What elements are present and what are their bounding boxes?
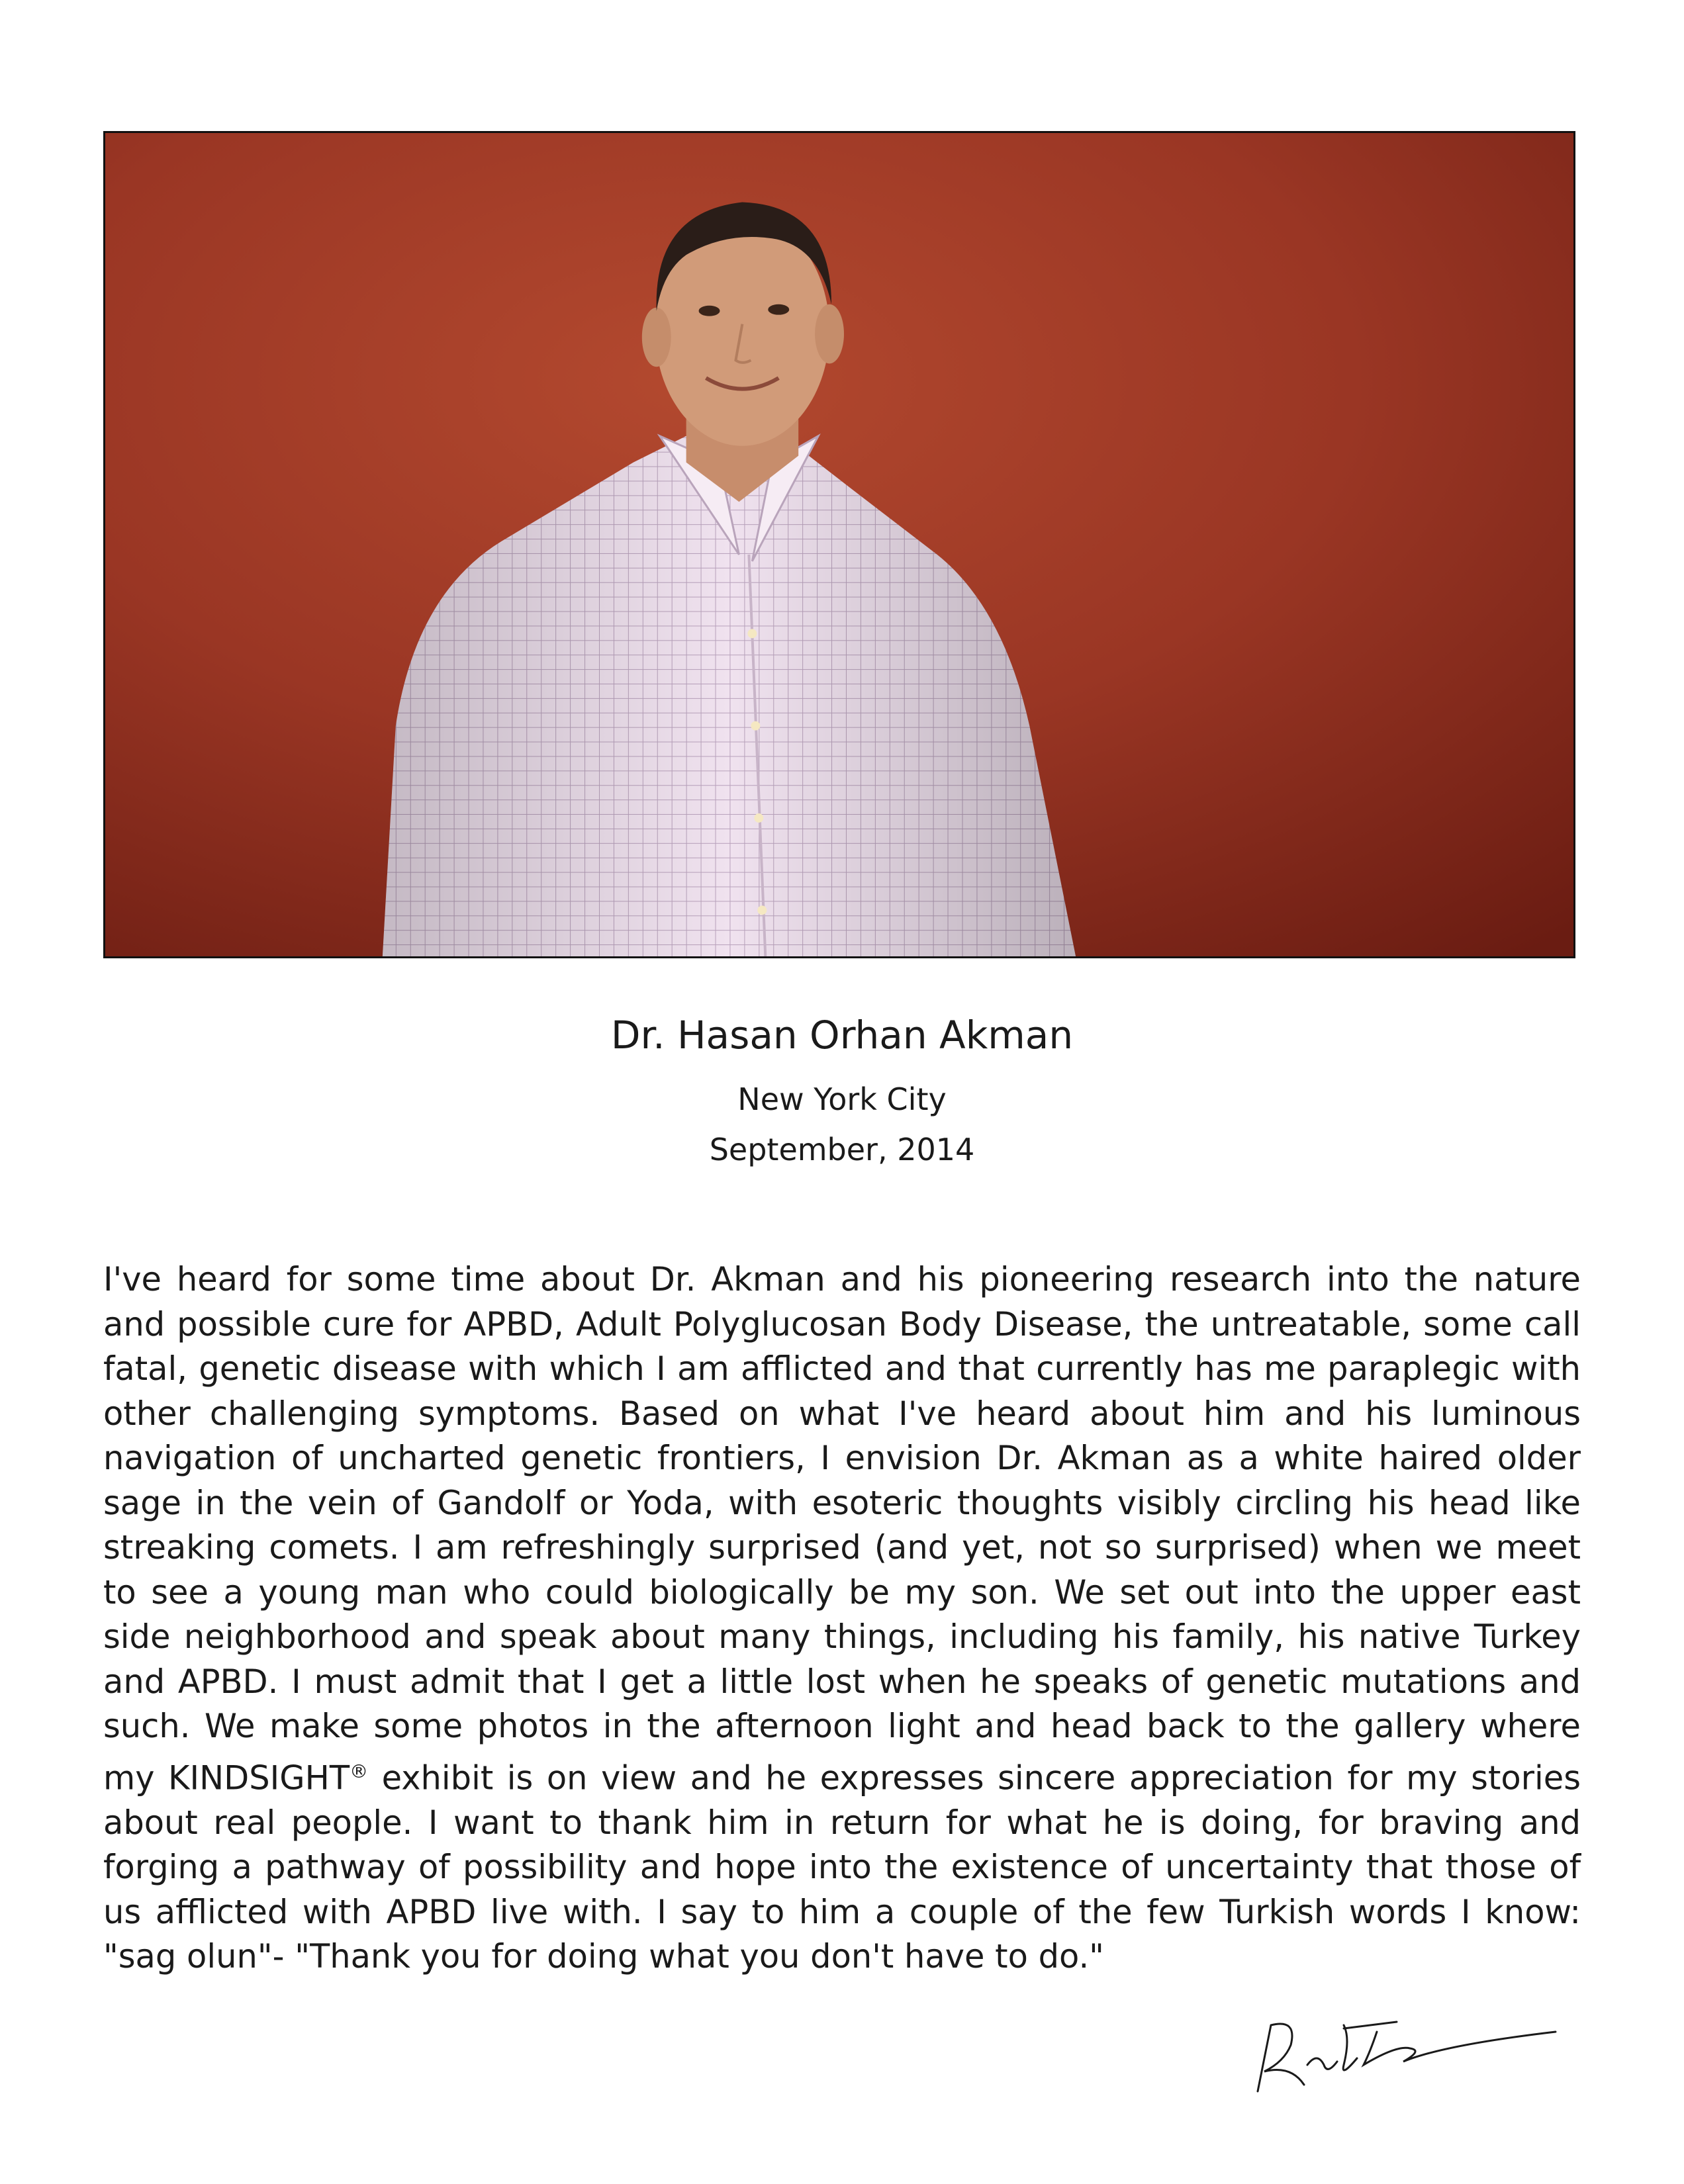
registered-mark: ® (350, 1760, 369, 1782)
location-label: New York City (737, 1081, 947, 1117)
subject-name: Dr. Hasan Orhan Akman (610, 1013, 1074, 1058)
narrative-text-part-2: exhibit is on view and he expresses sincere appreciation for my stories about real people. I want to thank him in return for what he is doing, for braving and forging a pathway of possibility and hope into the existence of uncertainty that those of us afflicted with APBD live with. I say to him a couple of the few Turkish words I know: "sag olun"- "Thank you for doing what you don't have to do." (103, 1758, 1581, 1976)
portrait-illustration (105, 133, 1573, 956)
narrative-text-part-1: I've heard for some time about Dr. Akman and his pioneering research into the nature and possible cure for APBD, Adult Polyglucosan Body Disease, the untreatable, some call fatal, genetic disease with which I am afflicted and that currently has me paraplegic with other challenging symptoms. Based on what I've heard about him and his luminous navigation of uncharted genetic frontiers, I envision Dr. Akman as a white haired older sage in the vein of Gandolf or Yoda, with esoteric thoughts visibly circling his head like streaking comets. I am refreshingly surprised (and yet, not so surprised) when we meet to see a young man who could biologically be my son. We set out into the upper east side neighborhood and speak about many things, including his family, his native Turkey and APBD. I must admit that I get a little lost when he speaks of genetic mutations and such. We make some photos in the afternoon light and head back to the gallery where my KINDSIGHT (103, 1260, 1581, 1797)
signature-icon (1244, 1999, 1562, 2105)
portrait-photo (103, 131, 1575, 958)
narrative-paragraph (103, 1257, 1581, 1979)
date-label: September, 2014 (709, 1132, 975, 1167)
